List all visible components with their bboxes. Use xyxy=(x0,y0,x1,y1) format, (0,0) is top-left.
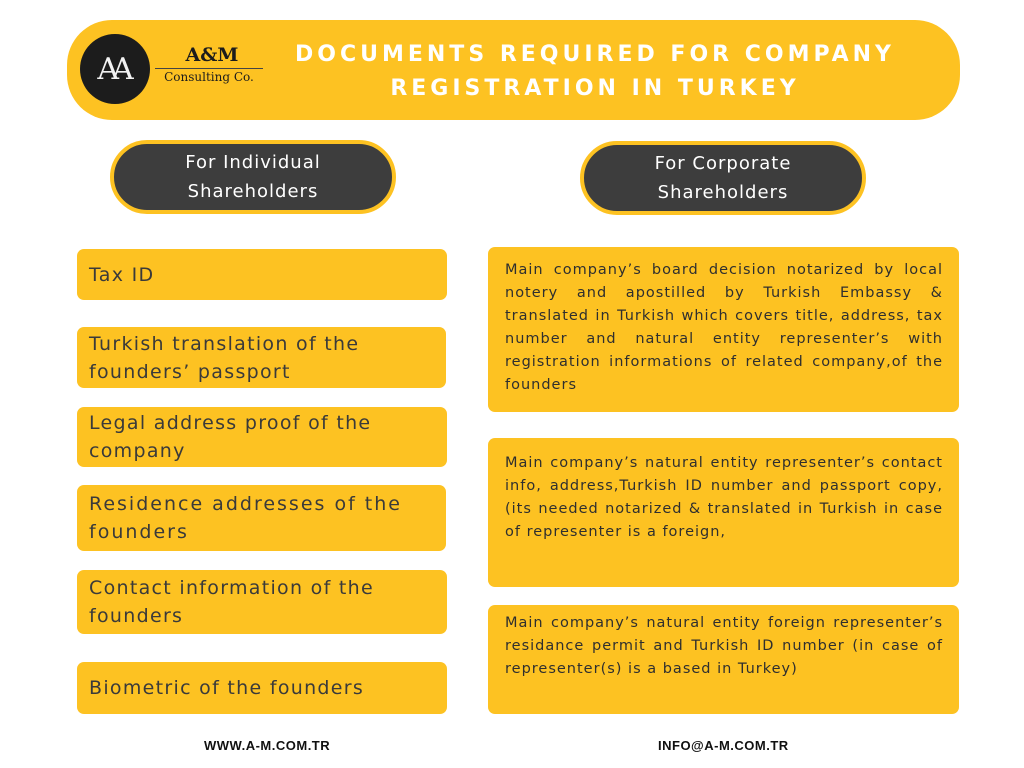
list-item-board-decision xyxy=(488,247,959,412)
list-item-text: Main company’s natural entity foreign representer’s residance permit and Turkish ID number (in case of representer(s) is a based in Turkey) xyxy=(505,615,943,677)
individual-shareholders-heading xyxy=(110,140,396,214)
footer-website[interactable]: WWW.A-M.COM.TR xyxy=(204,738,331,753)
logo-mark: AA xyxy=(97,51,127,87)
list-item-text: Legal address proof of the company xyxy=(89,412,372,462)
list-item-text: Turkish translation of the founders’ passport xyxy=(89,332,360,383)
brand-name: A&M xyxy=(185,44,239,66)
list-item-biometric xyxy=(77,662,447,714)
list-item-text: Residence addresses of the founders xyxy=(89,493,402,543)
page-title: DOCUMENTS REQUIRED FOR COMPANY REGISTRATION IN TURKEY xyxy=(295,42,895,101)
list-item-legal-address xyxy=(77,407,447,467)
list-item-text: Main company’s natural entity representer’s contact info, address,Turkish ID number and passport copy,(its needed notarized & translated in Turkish in case of representer is a foreign, xyxy=(505,455,943,540)
brand-divider xyxy=(155,68,263,69)
list-item-representer-contact xyxy=(488,438,959,587)
footer-email[interactable]: INFO@A-M.COM.TR xyxy=(658,738,789,753)
company-logo xyxy=(80,34,150,104)
list-item-residence-permit xyxy=(488,605,959,714)
list-item-text: Biometric of the founders xyxy=(89,677,365,699)
list-item-tax-id xyxy=(77,249,447,300)
corporate-heading-label: For Corporate Shareholders xyxy=(654,153,792,203)
corporate-shareholders-heading xyxy=(580,141,866,215)
list-item-text: Contact information of the founders xyxy=(89,577,374,627)
list-item-residence-addresses xyxy=(77,485,446,551)
list-item-text: Main company’s board decision notarized by local notery and apostilled by Turkish Embassy & translated in Turkish which covers title, address, tax number and natural entity representer’s with registration informations of related company,of the founders xyxy=(505,262,943,393)
list-item-passport-translation xyxy=(77,327,446,388)
list-item-contact-information xyxy=(77,570,447,634)
list-item-text: Tax ID xyxy=(89,263,155,286)
brand-subtitle: Consulting Co. xyxy=(164,70,254,84)
individual-heading-label: For Individual Shareholders xyxy=(185,152,321,202)
